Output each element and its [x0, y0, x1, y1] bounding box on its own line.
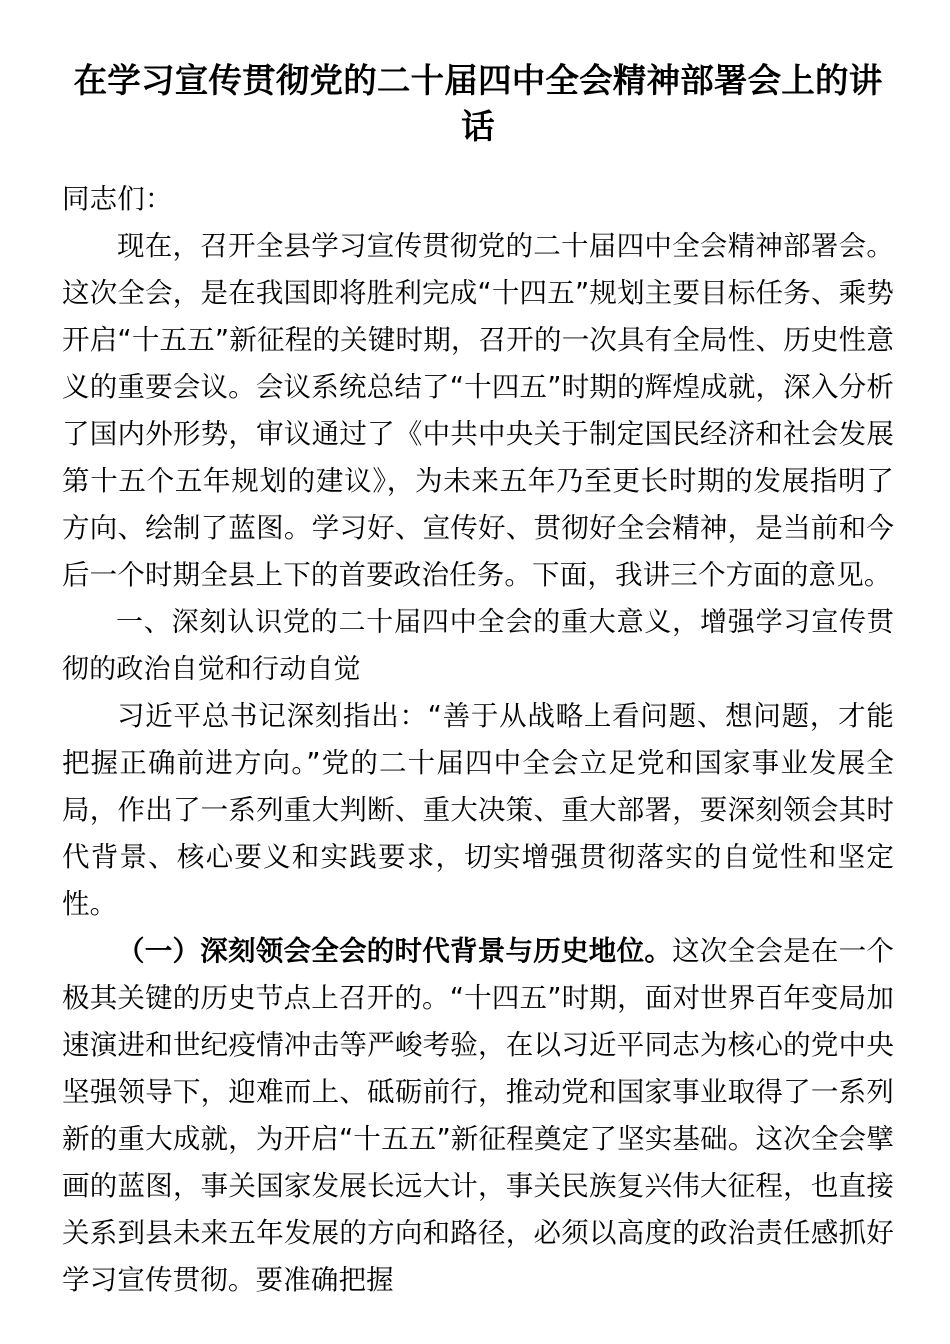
subsection-lead-1-1: （一）深刻领会全会的时代背景与历史地位。: [117, 935, 673, 967]
salutation: 同志们：: [62, 183, 173, 215]
paragraph-subsection-1-1: [62, 928, 894, 1304]
page-content-column: [62, 0, 894, 1304]
paragraph-opening: 现在，召开全县学习宣传贯彻党的二十届四中全会精神部署会。这次全会，是在我国即将胜利完成“十四五”规划主要目标任务、乘势开启“十五五”新征程的关键时期，召开的一次具有全局性、历史性意义的重要会议。会议系统总结了“十四五”时期的辉煌成就，深入分析了国内外形势，审议通过了《中共中央关于制定国民经济和社会发展第十五个五年规划的建议》，为未来五年乃至更长时期的发展指明了方向、绘制了蓝图。学习好、宣传好、贯彻好全会精神，是当前和今后一个时期全县上下的首要政治任务。下面，我讲三个方面的意见。: [62, 230, 894, 591]
paragraph-section-1-intro: 习近平总书记深刻指出：“善于从战略上看问题、想问题，才能把握正确前进方向。”党的二十届四中全会立足党和国家事业发展全局，作出了一系列重大判断、重大决策、重大部署，要深刻领会其时代背景、核心要义和实践要求，切实增强贯彻落实的自觉性和坚定性。: [62, 700, 894, 920]
subsection-body-1-1: 这次全会是在一个极其关键的历史节点上召开的。“十四五”时期，面对世界百年变局加速演进和世纪疫情冲击等严峻考验，在以习近平同志为核心的党中央坚强领导下，迎难而上、砥砺前行，推动党和国家事业取得了一系列新的重大成就，为开启“十五五”新征程奠定了坚实基础。这次全会擘画的蓝图，事关国家发展长远大计，事关民族复兴伟大征程，也直接关系到县未来五年发展的方向和路径，必须以高度的政治责任感抓好学习宣传贯彻。要准确把握: [62, 935, 895, 1296]
document-title: 在学习宣传贯彻党的二十届四中全会精神部署会上的讲话: [73, 61, 883, 146]
section-heading-1: 一、深刻认识党的二十届四中全会的重大意义，增强学习宣传贯彻的政治自觉和行动自觉: [62, 607, 894, 685]
